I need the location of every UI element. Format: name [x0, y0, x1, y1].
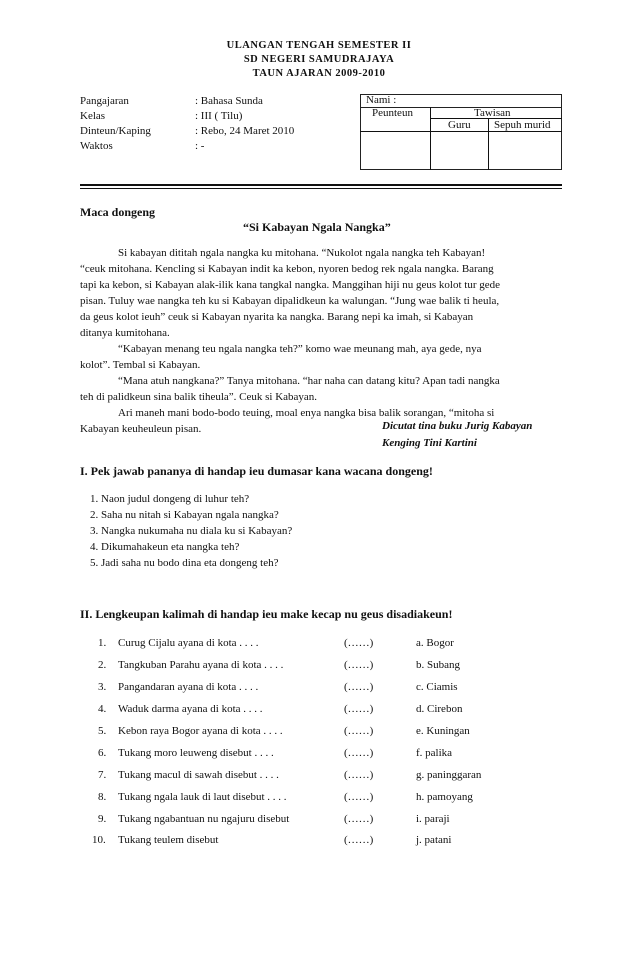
question-item: 5. Jadi saha nu bodo dina eta dongeng teh? [90, 557, 279, 569]
story-title: “Si Kabayan Ngala Nangka” [243, 220, 391, 234]
answer-blank[interactable]: (……) [344, 834, 374, 846]
section2-title: II. Lengkeupan kalimah di handap ieu make kecap nu geus disadiakeun! [80, 607, 453, 621]
info-label-date: Dinteun/Kaping [80, 125, 151, 137]
item-text: Tukang teulem disebut [118, 834, 219, 846]
story-line: kolot”. Tembal si Kabayan. [80, 359, 201, 371]
answer-option: d. Cirebon [416, 703, 463, 715]
story-line: “Mana atuh nangkana?” Tanya mitohana. “har naha can datang kitu? Apan tadi nangka [118, 375, 500, 387]
answer-blank[interactable]: (……) [344, 747, 374, 759]
teacher-sign-entry[interactable] [431, 132, 488, 169]
story-author: Kenging Tini Kartini [382, 437, 477, 449]
parent-label: Sepuh murid [494, 119, 551, 131]
item-text: Curug Cijalu ayana di kota . . . . [118, 637, 259, 649]
item-number: 1. [98, 637, 107, 649]
school-year: TAUN AJARAN 2009-2010 [252, 68, 386, 79]
item-number: 7. [98, 769, 107, 781]
question-item: 2. Saha nu nitah si Kabayan ngala nangka? [90, 509, 279, 521]
parent-sign-entry[interactable] [489, 132, 561, 169]
name-label: Nami : [366, 94, 397, 106]
answer-option: i. paraji [416, 813, 450, 825]
header-divider-thin [80, 188, 562, 189]
story-line: Kabayan keuheuleun pisan. [80, 423, 202, 435]
signature-label: Tawisan [474, 107, 511, 119]
question-item: 3. Nangka nukumaha nu diala ku si Kabayan? [90, 525, 293, 537]
story-line: teh di palidkeun sina balik tiheula”. Ceuk si Kabayan. [80, 391, 318, 403]
story-heading: Maca dongeng [80, 205, 155, 219]
answer-option: a. Bogor [416, 637, 454, 649]
item-text: Tukang ngabantuan nu ngajuru disebut [118, 813, 290, 825]
item-number: 5. [98, 725, 107, 737]
item-text: Tukang macul di sawah disebut . . . . [118, 769, 279, 781]
header-divider-thick [80, 184, 562, 186]
item-text: Pangandaran ayana di kota . . . . [118, 681, 259, 693]
story-line: pisan. Tuluy wae nangka teh ku si Kabayan dipalidkeun ka walungan. “Jung wae balik ti heula, [80, 295, 500, 307]
answer-blank[interactable]: (……) [344, 725, 374, 737]
answer-blank[interactable]: (……) [344, 813, 374, 825]
item-number: 9. [98, 813, 107, 825]
item-text: Waduk darma ayana di kota . . . . [118, 703, 263, 715]
answer-option: j. patani [416, 834, 452, 846]
answer-blank[interactable]: (……) [344, 703, 374, 715]
item-number: 8. [98, 791, 107, 803]
info-value-date: : Rebo, 24 Maret 2010 [195, 125, 295, 137]
item-number: 10. [92, 834, 106, 846]
answer-blank[interactable]: (……) [344, 637, 374, 649]
item-text: Tangkuban Parahu ayana di kota . . . . [118, 659, 284, 671]
item-number: 2. [98, 659, 107, 671]
info-value-time: : - [195, 140, 205, 152]
info-label-time: Waktos [80, 140, 113, 152]
teacher-label: Guru [448, 119, 471, 131]
item-number: 6. [98, 747, 107, 759]
info-label-subject: Pangajaran [80, 95, 129, 107]
exam-title: ULANGAN TENGAH SEMESTER II [226, 40, 412, 51]
answer-blank[interactable]: (……) [344, 681, 374, 693]
item-text: Tukang moro leuweng disebut . . . . [118, 747, 274, 759]
answer-blank[interactable]: (……) [344, 659, 374, 671]
info-value-class: : III ( Tilu) [195, 110, 243, 122]
answer-option: f. palika [416, 747, 453, 759]
story-line: tapi ka kebon, si Kabayan alak-ilik kana tangkal nangka. Manggihan hiji nu geus kolot tur gede [80, 279, 501, 291]
answer-option: b. Subang [416, 659, 460, 671]
answer-option: c. Ciamis [416, 681, 458, 693]
answer-blank[interactable]: (……) [344, 769, 374, 781]
section1-title: I. Pek jawab pananya di handap ieu dumasar kana wacana dongeng! [80, 464, 433, 478]
question-item: 1. Naon judul dongeng di luhur teh? [90, 493, 250, 505]
info-label-class: Kelas [80, 110, 106, 122]
item-number: 4. [98, 703, 107, 715]
item-number: 3. [98, 681, 107, 693]
story-line: “ceuk mitohana. Kencling si Kabayan indit ka kebon, nyoren bedog rek ngala nangka. Barang [80, 263, 494, 275]
item-text: Tukang ngala lauk di laut disebut . . . . [118, 791, 287, 803]
item-text: Kebon raya Bogor ayana di kota . . . . [118, 725, 283, 737]
story-line: Si kabayan dititah ngala nangka ku mitohana. “Nukolot ngala nangka teh Kabayan! [118, 247, 486, 259]
story-line: “Kabayan menang teu ngala nangka teh?” komo wae meunang mah, aya gede, nya [118, 343, 482, 355]
story-line: da geus kolot ieuh” ceuk si Kabayan nyarita ka nangka. Barang nepi ka imah, si Kabayan [80, 311, 474, 323]
answer-option: g. paninggaran [416, 769, 482, 781]
info-value-subject: : Bahasa Sunda [195, 95, 263, 107]
answer-blank[interactable]: (……) [344, 791, 374, 803]
school-name: SD NEGERI SAMUDRAJAYA [243, 54, 395, 65]
answer-option: e. Kuningan [416, 725, 470, 737]
story-source: Dicutat tina buku Jurig Kabayan [382, 420, 533, 432]
score-label: Peunteun [372, 107, 413, 119]
story-line: ditanya kumitohana. [80, 327, 170, 339]
answer-option: h. pamoyang [416, 791, 473, 803]
story-line: Ari maneh mani bodo-bodo teuing, moal enya nangka bisa balik sorangan, “mitoha si [118, 407, 495, 419]
question-item: 4. Dikumahakeun eta nangka teh? [90, 541, 240, 553]
score-entry[interactable] [361, 132, 430, 169]
